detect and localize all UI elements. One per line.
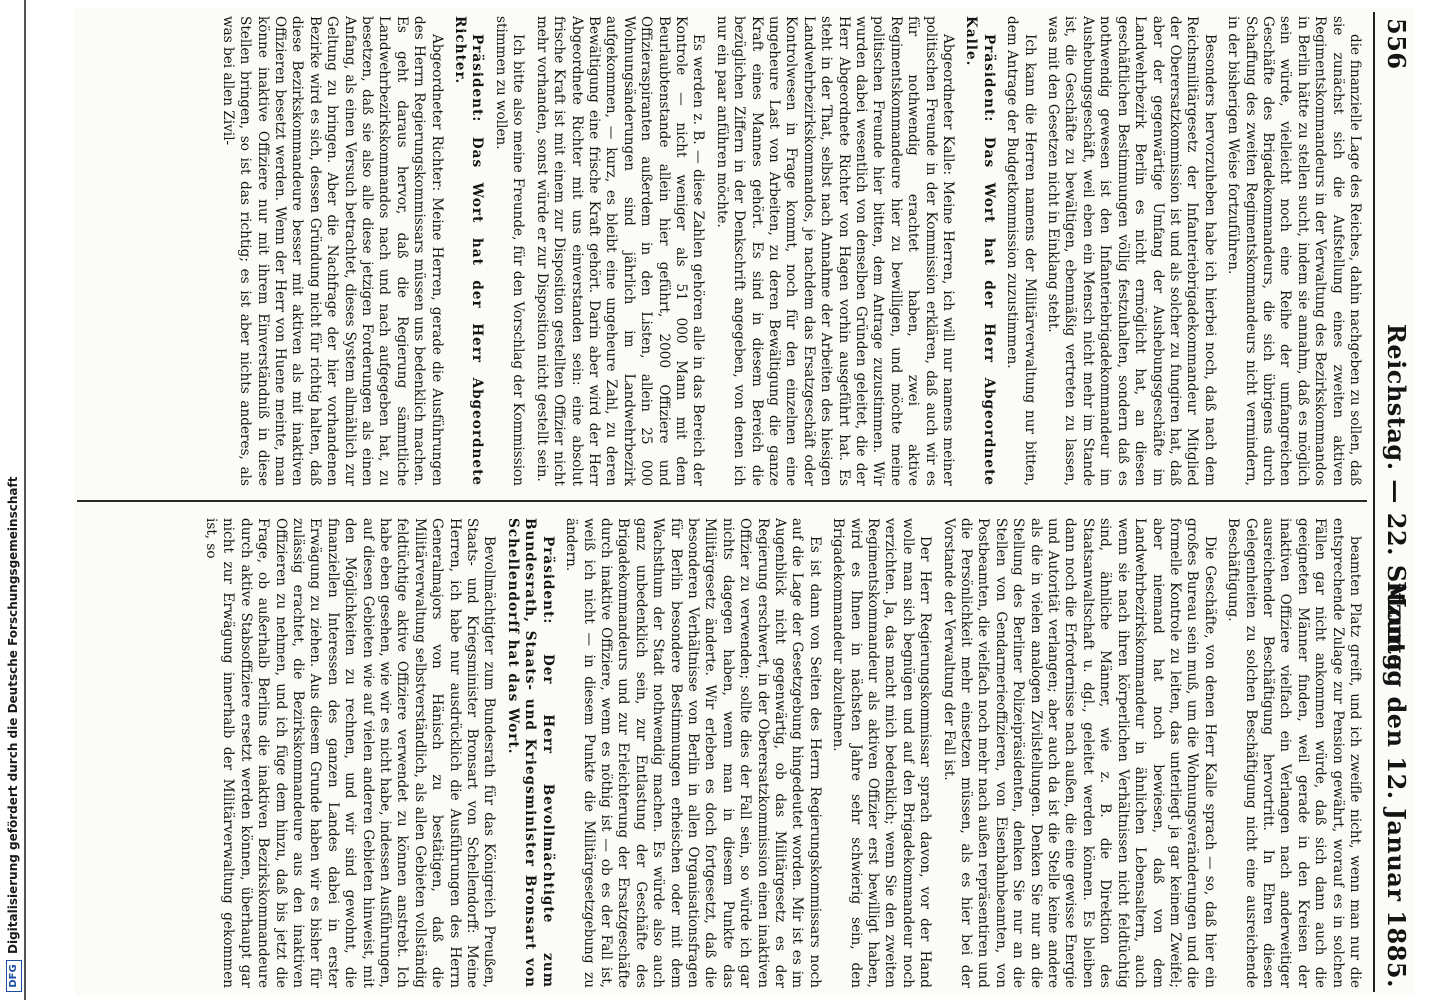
speaker-paragraph: Präsident: Der Herr Bevollmächtigte zum Bundesrath, Staats- und Kriegsminister Bronsart von Schellendorff hat das Wort. (504, 518, 556, 988)
text-paragraph: Abgeordneter Kalle: Meine Herren, ich will nur namens meiner politischen Freunde in der Kommission erklären, daß auch wir es für nothwendig erachtet haben, zwei aktive Regimentskommandeure hier zu bewilligen, und möchte meine politischen Freunde hier bitten, dem Antrage zuzustimmen. Wir wurden dabei wesentlich von denselben Gründen geleitet, die der Herr Abgeordnete Richter von Hagen vorhin ausgeführt hat. Es steht in der That, selbst nach Annahme der Arbeiten des hiesigen Landwehrbezirkskommandos, je nachdem das Ersatzgeschäft oder Kontrolwesen in Frage kommt, noch für den einzelnen eine ungeheure Last von Arbeiten, zu deren Bewältigung die ganze Kraft eines Mannes gehört. Es sind in diesem Bereich die bezüglichen Ziffern in der Denkschrift angegeben, von denen ich nur ein paar anführen möchte. (713, 16, 957, 486)
text-paragraph: beamten Platz greift, und ich zweifle nicht, wenn man nur die entsprechende Zulage zur Pension gewährt, worauf es in solchen Fällen gar nicht ankommen würde, daß sich dann auch die geeigneten Männer finden, weil gerade in den Kreisen der inaktiven Offiziere vielfach ein Verlangen nach anderweitiger ausreichender Beschäftigung hervortritt. In Ehren diesen Gelegenheiten zu solchen Beschäftigung nicht eine ausreichende Beschäftigung. (1225, 518, 1363, 988)
text-paragraph: Besonders hervorzuheben habe ich hierbei noch, daß nach dem Reichsmilitärgesetz der Infanteriebrigadekommandeur Mitglied der Oberersatzkommission ist und als solcher zu fungiren hat, daß aber der gegenwärtige Umfang der Aushebungsgeschäfte im Landwehrbezirk Berlin es nicht ermöglicht hat, an diesen geschäftlichen Bestimmungen völlig festzuhalten, sondern daß es nothwendig gewesen ist den Infanteriebrigadekommandeur im Aushebungsgeschäft, weil eben ein Mensch nicht mehr im Stande ist, die Geschäfte zu bewältigen, ebenmäßig vertreten zu lassen, was mit den Gesetzen nicht in Einklang steht. (1045, 16, 1218, 486)
right-text-column (81, 518, 1363, 988)
text-paragraph: Es werden z. B. — diese Zahlen gehören alle in das Bereich der Kontrole — nicht weniger als 51 000 Mann mit dem Beurlaubtenstande allein hier geführt, 2000 Offiziere und Offizieraspiranten außerdem in den Listen, allein 25 000 Wohnungsänderungen sind jährlich im Landwehrbezirk aufgekommen, — kurz, es bleibt eine ungeheure Zahl, zu deren Bewältigung eine frische Kraft gehört. Darin aber wird der Herr Abgeordnete Richter mit uns einverstanden sein: eine absolut frische Kraft ist mit einem zur Disposition gestellten Offizier nicht mehr vorhanden, sonst würde er zur Disposition nicht gestellt sein. (533, 16, 707, 486)
text-paragraph: Bevollmächtigter zum Bundesrath für das Königreich Preußen, Staats- und Kriegsminister Bronsart von Schellendorff: Meine Herren, ich habe nur ausdrücklich die Ausführungen des Herrn Generalmajors von Hänisch zu bestätigen, daß die Militärverwaltung selbstverständlich, als allen Gebieten vollständig feldtüchtige aktive Offiziere verwendet zu können anstrebt. Ich habe eben gesehen, wie wir es nicht habe, indessen Ausführungen, auf diesen Gebieten wie auf vielen anderen Gebieten hinweist, mit den Möglichkeiten zu rechnen, und wir sind gewohnt, die finanziellen Interessen des ganzen Landes dabei in erster Erwägung zu ziehen. Aus diesem Grunde haben wir es bisher für zulässig erachtet, die Bezirkskommandeure aus den inaktiven Offizieren zu nehmen, und ich füge dem hinzu, daß bis jetzt die Frage, ob außerhalb Berlins die inaktiven Bezirkskommandeure durch aktive Stabsoffiziere ersetzt werden können, überhaupt gar nicht zur Erwägung innerhalb der Militärverwaltung gekommen ist, so (203, 518, 498, 988)
credit-text: Digitalisierung gefördert durch die Deutsche Forschungsgemeinschaft (6, 476, 20, 954)
running-header (1375, 12, 1411, 992)
credit-divider (24, 0, 26, 1000)
session-date: Montag den 12. Januar 1885. (1382, 581, 1411, 988)
text-paragraph: Die Geschäfte, von denen Herr Kalle sprach — so, daß hier ein großes Bureau sein muß, um die Wohnungsveränderungen und die formelle Kontrole zu leiten, das unterliegt ja gar keinem Zweifel; aber niemand hat noch bewiesen, daß von dem Landwehrbezirkskommandeur in ähnlichen Lebensaltern, auch wenn sie nach ihren körperlichen Verhältnissen nicht feldtüchtig sind, ähnliche Männer, wie z. B. die Direktion des Staatsanwaltschaft u. dgl., geleitet werden können. Es bleiben dann noch die Erfordernisse nach außen, die eine gewisse Energie und Autorität verlangen; aber auch da ist die Stelle keine andere als die in vielen analogen Zivilstellungen. Denken Sie nur an die Stellung des Berliner Polizeipräsidenten, denken Sie nur an die Stellen von Gendarmerieoffizieren, von Eisenbahnbeamten, von Postbeamten, die vielfach noch mehr nach außen repräsentiren und die Persönlichkeit mehr einsetzen müssen, als es hier bei der Vorstande der Verwaltung der Fall ist. (940, 518, 1218, 988)
page-number: 556 (1382, 18, 1411, 70)
text-paragraph: Abgeordneter Richter: Meine Herren, gerade die Ausführungen des Herrn Regierungskommissars müssen uns bedenklich machen. Es geht daraus hervor, daß die Regierung sämmtliche Landwehrbezirkskommandos nach und nach aufgegeben hat, zu besetzen, daß sie also alle diese jetzigen Forderungen als einen Anfang, als einen Versuch betrachtet, dieses System allmählich zur Geltung zu bringen. Aber die Nachfrage der hier vorhandenen Bezirke wird es sich, dessen Gründung nicht für richtig halten, daß diese Bezirkskommandeure besser mit aktiven als mit inaktiven Offizieren besetzt werden. Wenn der Herr von Huene meinte, man könne inaktive Offiziere nur mit ihrem Einverständniß in diese Stellen bringen, so ist das richtig; es ist aber nichts anderes, als was bei allen Zivil- (219, 16, 445, 486)
text-paragraph: Es ist dann von Seiten des Herrn Regierungskommissars noch auf die Lage der Gesetzgebung hingedeutet worden. Mir ist es im Augenblick nicht gegenwärtig, ob das Militärgesetz es der Regierung erschwert, in der Oberersatzkommission einen inaktiven Offizier zu verwenden; sollte dies der Fall sein, so würde ich gar nichts dagegen haben, wenn man in diesem Punkte das Militärgesetz änderte. Wir erleben es doch fortgesetzt, daß die besonderen Verhältnisse von Berlin in allen Organisationsfragen für Berlin besondere Bestimmungen erheischen oder mit dem Wachsthum der Stadt nothwendig machen. Es würde also auch ganz unbedenklich sein, zur Entlastung der Geschäfte des Brigadekommandeurs und zur Erleichterung der Ersatzgeschäfte durch inaktive Offiziere, wenn es nöthig ist — ob es der Fall ist, weiß ich nicht — in diesem Punkte die Militärgesetzgebung zu ändern. (563, 518, 823, 988)
text-paragraph: Ich bitte also meine Freunde, für den Vorschlag der Kommission stimmen zu wollen. (492, 16, 527, 486)
dfg-logo: DFG (6, 960, 22, 992)
text-paragraph: die finanzielle Lage des Reiches, dahin nachgeben zu sollen, daß sie zunächst sich die Aufstellung eines zweiten aktiven Regimentskommandeurs in der Verwaltung des Bezirkskommandos in Berlin hätte zu stellen sucht, indem sie annahm, daß es möglich sein würde, vielleicht noch eine Reihe der umfangreichen Geschäfte des Brigadekommandeurs, die sich übrigens durch Schaffung des zweiten Regimentskommandeurs nicht vermindern, in der bisherigen Weise fortzuführen. (1225, 16, 1363, 486)
text-paragraph: Der Herr Regierungskommissar sprach davon, vor der Hand wolle man sich begnügen und auf den Brigadekommandeur noch verzichten. Ja, das macht mich bedenklich; wenn Sie den zweiten Regimentskommandeur als aktiven Offizier erst bewilligt haben, wird es Ihnen in nächsten Jahre sehr schwierig sein, den Brigadekommandeur abzulehnen. (830, 518, 934, 988)
newspaper-page (75, 8, 1415, 996)
header-rule (1373, 12, 1375, 992)
funding-credit (2, 0, 24, 992)
speaker-paragraph: Präsident: Das Wort hat der Herr Abgeordnete Richter. (452, 16, 486, 486)
column-divider (77, 500, 1367, 502)
text-paragraph: Ich kann die Herren namens der Militärverwaltung nur bitten, dem Antrage der Budgetkommission zuzustimmen. (1004, 16, 1038, 486)
speaker-paragraph: Präsident: Das Wort hat der Herr Abgeordnete Kalle. (963, 16, 997, 486)
left-text-column (81, 16, 1363, 486)
running-title: Reichstag. — 22. Sitzung. (1382, 323, 1411, 681)
